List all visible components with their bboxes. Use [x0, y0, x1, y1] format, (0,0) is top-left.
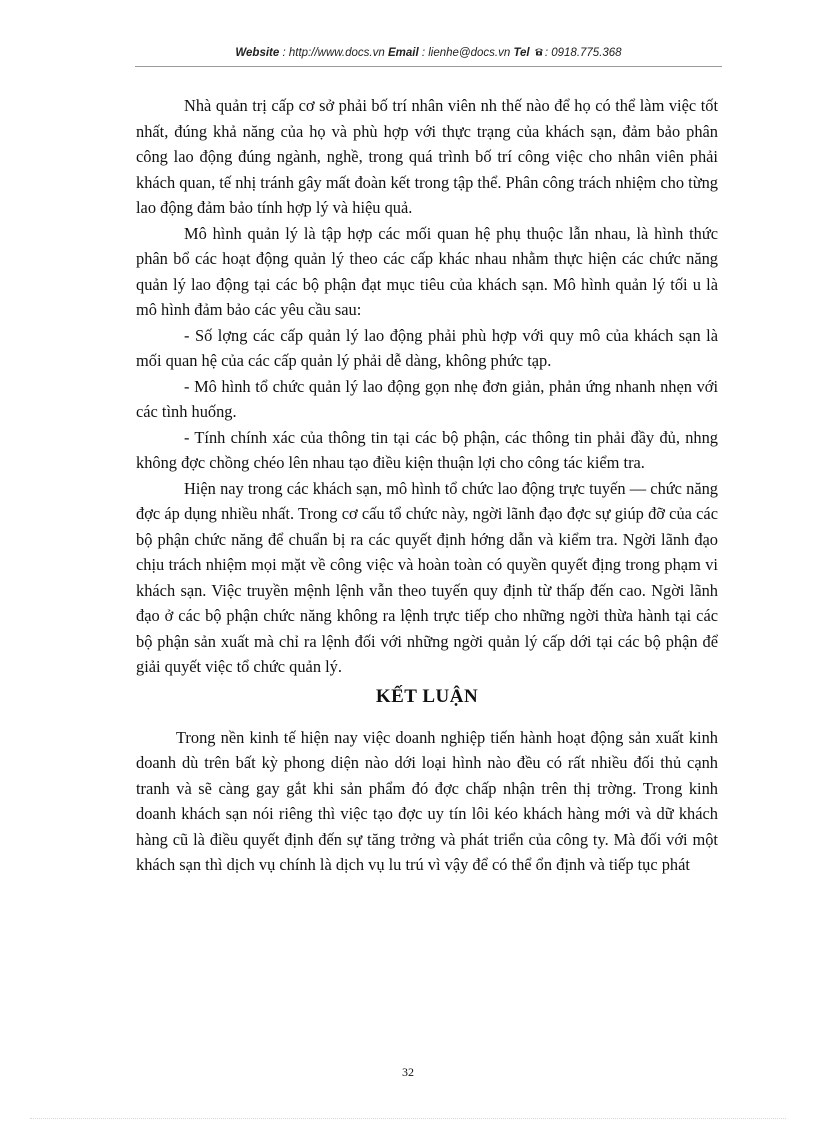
email-separator: :: [418, 47, 429, 59]
page-number: 32: [402, 1065, 414, 1079]
conclusion-heading: KẾT LUẬN: [375, 685, 479, 707]
document-body: [136, 93, 718, 878]
page-header: [135, 47, 722, 59]
tel-value: : 0918.775.368: [544, 47, 622, 59]
body-paragraph-2: Mô hình quản lý là tập hợp các mối quan hệ phụ thuộc lẫn nhau, là hình thức phân bổ các hoạt động quản lý theo các cấp khác nhau nhằm thực hiện các chức năng quản lý lao động tại các bộ phận đạt mục tiêu của khách sạn. Mô hình quản lý tối u là mô hình đảm bảo các yêu cầu sau:: [136, 223, 718, 319]
conclusion-paragraph: Trong nền kinh tế hiện nay việc doanh nghiệp tiến hành hoạt động sản xuất kinh doanh dù trên bất kỳ phong diện nào dới loại hình nào đều có rất nhiều đối thủ cạnh tranh và sẽ càng gay gắt khi sản phẩm đó đợc chấp nhận trên thị trờng. Trong kinh doanh khách sạn nói riêng thì việc tạo đợc uy tín lôi kéo khách hàng mới và dữ khách hàng cũ là điều quyết định đến sự tăng trởng và phát triển của công ty. Mà đối với một khách sạn thì dịch vụ chính là dịch vụ lu trú vì vậy để có thể ổn định và tiếp tục phát: [136, 727, 718, 874]
body-paragraph-1: Nhà quản trị cấp cơ sở phải bố trí nhân viên nh thế nào để họ có thể làm việc tốt nhất, đúng khả năng của họ và phù hợp với thực trạng của khách sạn, đảm bảo phân công lao động đúng ngành, nghề, trong quá trình bố trí công việc cho nhân viên phải khách quan, tế nhị tránh gây mất đoàn kết trong tập thể. Phân công trách nhiệm cho từng lao động đảm bảo tính hợp lý và hiệu quả.: [136, 96, 718, 217]
body-paragraph-3: Hiện nay trong các khách sạn, mô hình tổ chức lao động trực tuyến — chức năng đợc áp dụng nhiều nhất. Trong cơ cấu tổ chức này, ngời lãnh đạo đợc sự giúp đỡ của các bộ phận chức năng để chuẩn bị ra các quyết định hớng dẫn và kiểm tra. Ngời lãnh đạo chịu trách nhiệm mọi mặt về công việc và hoàn toàn có quyền quyết địng trong phạm vi khách sạn. Việc truyền mệnh lệnh vẫn theo tuyến quy định từ thấp đến cao. Ngời lãnh đạo ở các bộ phận chức năng không ra lệnh trực tiếp cho những ngời thừa hành tại các bộ phận sản xuất mà chỉ ra lệnh đối với những ngời quản lý cấp dới tại các bộ phận để giải quyết việc tổ chức quản lý.: [136, 478, 718, 676]
tel-label: Tel: [513, 47, 530, 59]
requirement-item-1: - Số lợng các cấp quản lý lao động phải phù hợp với quy mô của khách sạn là mối quan hệ của các cấp quản lý phải dễ dàng, không phức tạp.: [136, 325, 718, 370]
email-link[interactable]: lienhe@docs.vn: [428, 47, 511, 59]
telephone-icon: [534, 47, 544, 56]
page-bottom-divider: [30, 1118, 786, 1119]
website-separator: :: [279, 47, 289, 59]
website-label: Website: [235, 47, 280, 59]
email-label: Email: [387, 47, 419, 59]
header-rule: [135, 66, 722, 67]
website-link[interactable]: http://www.docs.vn: [288, 47, 385, 59]
requirement-item-3: - Tính chính xác của thông tin tại các bộ phận, các thông tin phải đầy đủ, nhng không đợc chồng chéo lên nhau tạo điều kiện thuận lợi cho công tác kiểm tra.: [136, 427, 718, 472]
requirement-item-2: - Mô hình tổ chức quản lý lao động gọn nhẹ đơn giản, phản ứng nhanh nhẹn với các tình huống.: [136, 376, 718, 421]
